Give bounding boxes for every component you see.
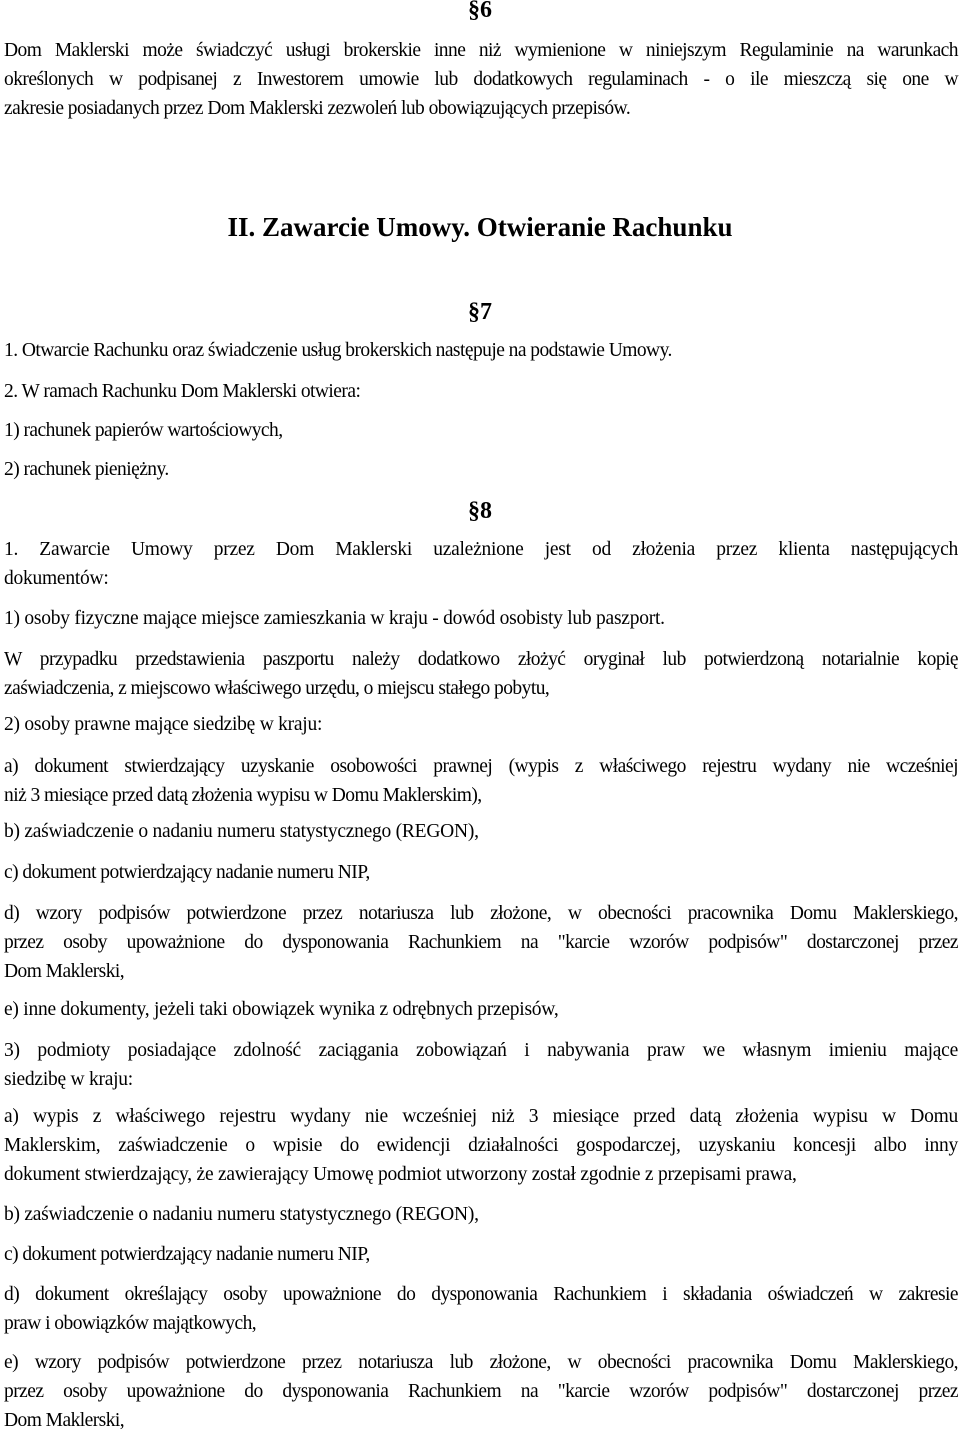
text-line: c) dokument potwierdzający nadanie numeru NIP, [4, 862, 370, 883]
chapter-heading: II. Zawarcie Umowy. Otwieranie Rachunku [227, 212, 733, 242]
text-line: a) wypis z właściwego rejestru wydany nie wcześniej niż 3 miesiące przed datą złożenia wypisu w Domu [4, 1106, 958, 1127]
section-8-item-1-3-a [4, 1102, 958, 1189]
text-line: niż 3 miesiące przed datą złożenia wypisu w Domu Maklerskim), [4, 785, 482, 806]
text-line: Dom Maklerski może świadczyć usługi brokerskie inne niż wymienione w niniejszym Regulaminie na warunkach [4, 40, 958, 61]
text-line: d) dokument określający osoby upoważnione do dysponowania Rachunkiem i składania oświadczeń w zakresie [4, 1284, 958, 1305]
text-line: 1. Otwarcie Rachunku oraz świadczenie usług brokerskich następuje na podstawie Umowy. [4, 340, 672, 361]
text-line: b) zaświadczenie o nadaniu numeru statystycznego (REGON), [4, 821, 479, 842]
text-line: Maklerskim, zaświadczenie o wpisie do ewidencji działalności gospodarczej, uzyskaniu koncesji albo inny [4, 1135, 958, 1156]
text-line: zakresie posiadanych przez Dom Maklerski zezwoleń lub obowiązujących przepisów. [4, 98, 631, 119]
section-8-item-1-3-b [4, 1200, 958, 1229]
section-6-marker: §6 [468, 0, 492, 23]
text-line: dokument stwierdzający, że zawierający Umowę podmiot utworzony został zgodnie z przepisami prawa, [4, 1164, 797, 1185]
section-6-paragraph [4, 36, 958, 123]
text-line: c) dokument potwierdzający nadanie numeru NIP, [4, 1244, 370, 1265]
section-8-item-1-3-d [4, 1280, 958, 1338]
text-line: 3) podmioty posiadające zdolność zaciągania zobowiązań i nabywania praw we własnym imieniu mające [4, 1040, 958, 1061]
text-line: a) dokument stwierdzający uzyskanie osobowości prawnej (wypis z właściwego rejestru wydany nie wcześniej [4, 756, 958, 777]
text-line: b) zaświadczenie o nadaniu numeru statystycznego (REGON), [4, 1204, 479, 1225]
text-line: W przypadku przedstawienia paszportu należy dodatkowo złożyć oryginał lub potwierdzoną notarialnie kopię [4, 649, 958, 670]
section-8-item-1-1 [4, 604, 958, 633]
text-line: określonych w podpisanej z Inwestorem umowie lub dodatkowych regulaminach - o ile mieszczą się one w [4, 69, 958, 90]
text-line: Dom Maklerski, [4, 961, 125, 982]
text-line: 1. Zawarcie Umowy przez Dom Maklerski uzależnione jest od złożenia przez klienta następujących [4, 539, 958, 560]
section-8-item-1-2-b [4, 817, 958, 846]
section-8-item-1-2-e [4, 995, 958, 1024]
text-line: przez osoby upoważnione do dysponowania Rachunkiem na "karcie wzorów podpisów" dostarczonej przez [4, 932, 958, 953]
section-8-item-1-2-d [4, 899, 958, 986]
text-line: 1) osoby fizyczne mające miejsce zamieszkania w kraju - dowód osobisty lub paszport. [4, 608, 665, 629]
section-8-marker: §8 [468, 498, 492, 524]
text-line: e) inne dokumenty, jeżeli taki obowiązek wynika z odrębnych przepisów, [4, 999, 559, 1020]
section-8-item-1-3 [4, 1036, 958, 1094]
section-7-item-2 [4, 377, 958, 406]
section-8-item-1-1-note [4, 645, 958, 703]
text-line: 2. W ramach Rachunku Dom Maklerski otwiera: [4, 381, 361, 402]
section-8-item-1 [4, 535, 958, 593]
text-line: zaświadczenia, z miejscowo właściwego urzędu, o miejscu stałego pobytu, [4, 678, 550, 699]
text-line: 1) rachunek papierów wartościowych, [4, 420, 283, 441]
section-8-item-1-3-c [4, 1240, 958, 1269]
text-line: siedzibę w kraju: [4, 1069, 133, 1090]
section-7-item-1 [4, 336, 958, 365]
text-line: 2) osoby prawne mające siedzibę w kraju: [4, 714, 323, 735]
section-8-item-1-2-a [4, 752, 958, 810]
section-7-item-2-2 [4, 455, 958, 484]
section-7-marker: §7 [468, 299, 492, 325]
text-line: przez osoby upoważnione do dysponowania Rachunkiem na "karcie wzorów podpisów" dostarczonej przez [4, 1381, 958, 1402]
text-line: d) wzory podpisów potwierdzone przez notariusza lub złożone, w obecności pracownika Domu Maklerskiego, [4, 903, 958, 924]
text-line: praw i obowiązków majątkowych, [4, 1313, 257, 1334]
text-line: 2) rachunek pieniężny. [4, 459, 169, 480]
section-8-item-1-3-e [4, 1348, 958, 1435]
section-8-item-1-2-c [4, 858, 958, 887]
section-7-item-2-1 [4, 416, 958, 445]
text-line: dokumentów: [4, 568, 109, 589]
section-8-item-1-2 [4, 710, 958, 739]
text-line: Dom Maklerski, [4, 1410, 125, 1431]
text-line: e) wzory podpisów potwierdzone przez notariusza lub złożone, w obecności pracownika Domu Maklerskiego, [4, 1352, 958, 1373]
